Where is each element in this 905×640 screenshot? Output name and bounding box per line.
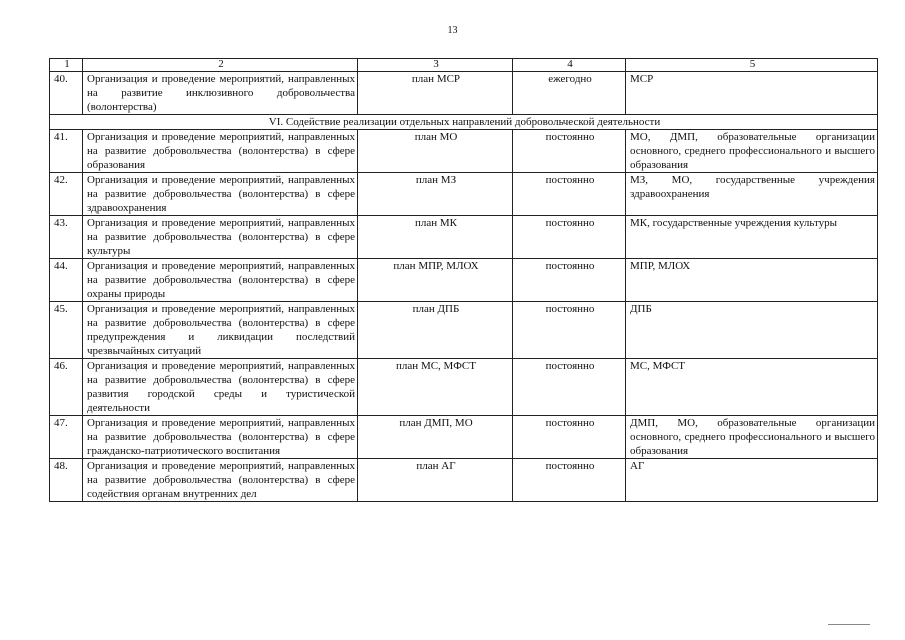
responsible-parties: МПР, МЛОХ bbox=[626, 259, 878, 302]
deadline: постоянно bbox=[513, 302, 626, 359]
page-number: 13 bbox=[447, 25, 458, 36]
section-heading: VI. Содействие реализации отдельных направлений добровольческой деятельности bbox=[50, 115, 878, 130]
table-row bbox=[50, 173, 878, 216]
row-number: 46. bbox=[50, 359, 83, 416]
row-number: 44. bbox=[50, 259, 83, 302]
responsible-parties: ДПБ bbox=[626, 302, 878, 359]
table-row bbox=[50, 259, 878, 302]
plan-reference: план МСР bbox=[358, 72, 513, 115]
responsible-parties: МСР bbox=[626, 72, 878, 115]
table-row bbox=[50, 72, 878, 115]
column-header: 5 bbox=[626, 59, 878, 72]
table-row bbox=[50, 302, 878, 359]
plan-reference: план ДПБ bbox=[358, 302, 513, 359]
deadline: ежегодно bbox=[513, 72, 626, 115]
plan-reference: план МЗ bbox=[358, 173, 513, 216]
row-number: 40. bbox=[50, 72, 83, 115]
table-row bbox=[50, 216, 878, 259]
responsible-parties: МЗ, МО, государственные учреждения здравоохранения bbox=[626, 173, 878, 216]
deadline: постоянно bbox=[513, 259, 626, 302]
table-row bbox=[50, 130, 878, 173]
table-row bbox=[50, 416, 878, 459]
activity-description: Организация и проведение мероприятий, направленных на развитие добровольчества (волонтерства) в сфере охраны природы bbox=[83, 259, 358, 302]
section-heading-row bbox=[50, 115, 878, 130]
deadline: постоянно bbox=[513, 173, 626, 216]
plan-reference: план АГ bbox=[358, 459, 513, 502]
footer-rule bbox=[828, 624, 870, 625]
activity-description: Организация и проведение мероприятий, направленных на развитие добровольчества (волонтерства) в сфере здравоохранения bbox=[83, 173, 358, 216]
activity-description: Организация и проведение мероприятий, направленных на развитие добровольчества (волонтерства) в сфере образования bbox=[83, 130, 358, 173]
deadline: постоянно bbox=[513, 359, 626, 416]
activity-description: Организация и проведение мероприятий, направленных на развитие добровольчества (волонтерства) в сфере развития городской среды и туристической деятельности bbox=[83, 359, 358, 416]
row-number: 45. bbox=[50, 302, 83, 359]
responsible-parties: МС, МФСТ bbox=[626, 359, 878, 416]
plan-reference: план ДМП, МО bbox=[358, 416, 513, 459]
plan-reference: план МС, МФСТ bbox=[358, 359, 513, 416]
activity-description: Организация и проведение мероприятий, направленных на развитие добровольчества (волонтерства) в сфере гражданско-патриотического воспитания bbox=[83, 416, 358, 459]
row-number: 48. bbox=[50, 459, 83, 502]
deadline: постоянно bbox=[513, 416, 626, 459]
row-number: 47. bbox=[50, 416, 83, 459]
responsible-parties: ДМП, МО, образовательные организации основного, среднего профессионального и высшего образования bbox=[626, 416, 878, 459]
activity-description: Организация и проведение мероприятий, направленных на развитие инклюзивного добровольчества (волонтерства) bbox=[83, 72, 358, 115]
activity-description: Организация и проведение мероприятий, направленных на развитие добровольчества (волонтерства) в сфере предупреждения и ликвидации последствий чрезвычайных ситуаций bbox=[83, 302, 358, 359]
activity-description: Организация и проведение мероприятий, направленных на развитие добровольчества (волонтерства) в сфере содействия органам внутренних дел bbox=[83, 459, 358, 502]
responsible-parties: МК, государственные учреждения культуры bbox=[626, 216, 878, 259]
deadline: постоянно bbox=[513, 130, 626, 173]
table-row bbox=[50, 459, 878, 502]
column-header: 2 bbox=[83, 59, 358, 72]
deadline: постоянно bbox=[513, 216, 626, 259]
responsible-parties: МО, ДМП, образовательные организации основного, среднего профессионального и высшего образования bbox=[626, 130, 878, 173]
row-number: 41. bbox=[50, 130, 83, 173]
activity-description: Организация и проведение мероприятий, направленных на развитие добровольчества (волонтерства) в сфере культуры bbox=[83, 216, 358, 259]
plan-reference: план МО bbox=[358, 130, 513, 173]
plan-reference: план МК bbox=[358, 216, 513, 259]
plan-reference: план МПР, МЛОХ bbox=[358, 259, 513, 302]
table-header-row bbox=[50, 59, 878, 72]
column-header: 1 bbox=[50, 59, 83, 72]
deadline: постоянно bbox=[513, 459, 626, 502]
column-header: 4 bbox=[513, 59, 626, 72]
activities-table bbox=[49, 58, 878, 502]
table-row bbox=[50, 359, 878, 416]
column-header: 3 bbox=[358, 59, 513, 72]
responsible-parties: АГ bbox=[626, 459, 878, 502]
row-number: 43. bbox=[50, 216, 83, 259]
row-number: 42. bbox=[50, 173, 83, 216]
